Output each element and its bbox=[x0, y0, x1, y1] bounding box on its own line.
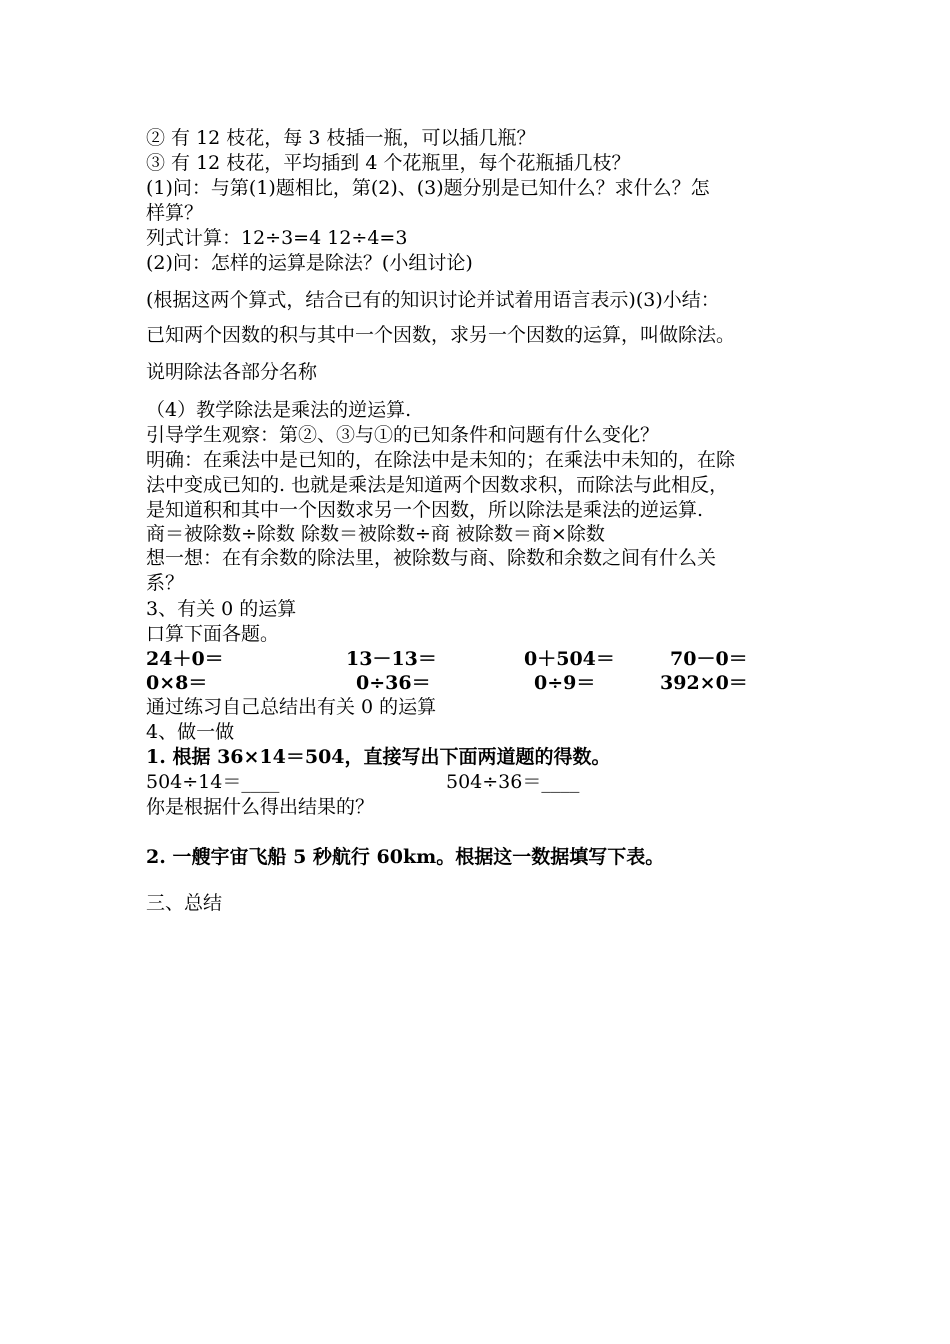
text-line: (1)问：与第(1)题相比，第(2)、(3)题分别是已知什么？求什么？怎 bbox=[146, 177, 710, 199]
text-line: 法中变成已知的. 也就是乘法是知道两个因数求积，而除法与此相反， bbox=[146, 474, 729, 496]
section-heading: 三、总结 bbox=[146, 892, 223, 914]
text-line: 口算下面各题。 bbox=[146, 623, 280, 645]
text-line: 你是根据什么得出结果的？ bbox=[146, 796, 375, 818]
text-line: 是知道积和其中一个因数求另一个因数，所以除法是乘法的逆运算. bbox=[146, 499, 704, 521]
oral-item: 13－13＝ bbox=[346, 648, 437, 670]
text-line: 商＝被除数÷除数 除数＝被除数÷商 被除数＝商×除数 bbox=[146, 523, 605, 545]
oral-item: 0＋504＝ bbox=[524, 648, 615, 670]
text-line: 1. 根据 36×14＝504，直接写出下面两道题的得数。 bbox=[146, 746, 611, 768]
text-line: 样算？ bbox=[146, 202, 204, 224]
text-line: 明确：在乘法中是已知的，在除法中是未知的；在乘法中未知的，在除 bbox=[146, 449, 736, 471]
oral-item: 24＋0＝ bbox=[146, 648, 224, 670]
text-line: 列式计算：12÷3=4 12÷4=3 bbox=[146, 227, 408, 249]
text-line: 通过练习自己总结出有关 0 的运算 bbox=[146, 696, 437, 718]
fill-item: 504÷36＝____ bbox=[446, 771, 580, 793]
text-line: 引导学生观察：第②、③与①的已知条件和问题有什么变化？ bbox=[146, 424, 660, 446]
fill-item: 504÷14＝____ bbox=[146, 771, 280, 793]
text-line: 2. 一艘宇宙飞船 5 秒航行 60km。根据这一数据填写下表。 bbox=[146, 846, 665, 868]
text-line: 说明除法各部分名称 bbox=[146, 361, 318, 383]
text-line: (2)问：怎样的运算是除法？(小组讨论) bbox=[146, 252, 473, 274]
oral-item: 0÷9＝ bbox=[534, 672, 596, 694]
oral-item: 392×0＝ bbox=[660, 672, 748, 694]
text-line: 已知两个因数的积与其中一个因数，求另一个因数的运算，叫做除法。 bbox=[146, 324, 736, 346]
text-line: 4、做一做 bbox=[146, 721, 235, 743]
text-line: 系？ bbox=[146, 572, 185, 594]
text-line: （4）教学除法是乘法的逆运算. bbox=[146, 399, 412, 421]
oral-item: 0÷36＝ bbox=[356, 672, 431, 694]
text-line: (根据这两个算式，结合已有的知识讨论并试着用语言表示)(3)小结： bbox=[146, 289, 720, 311]
oral-item: 70－0＝ bbox=[670, 648, 748, 670]
oral-item: 0×8＝ bbox=[146, 672, 208, 694]
text-line: 想一想：在有余数的除法里，被除数与商、除数和余数之间有什么关 bbox=[146, 547, 717, 569]
text-line: 3、有关 0 的运算 bbox=[146, 598, 297, 620]
text-line: ③ 有 12 枝花，平均插到 4 个花瓶里，每个花瓶插几枝？ bbox=[146, 152, 631, 174]
text-line: ② 有 12 枝花，每 3 枝插一瓶，可以插几瓶？ bbox=[146, 127, 536, 149]
